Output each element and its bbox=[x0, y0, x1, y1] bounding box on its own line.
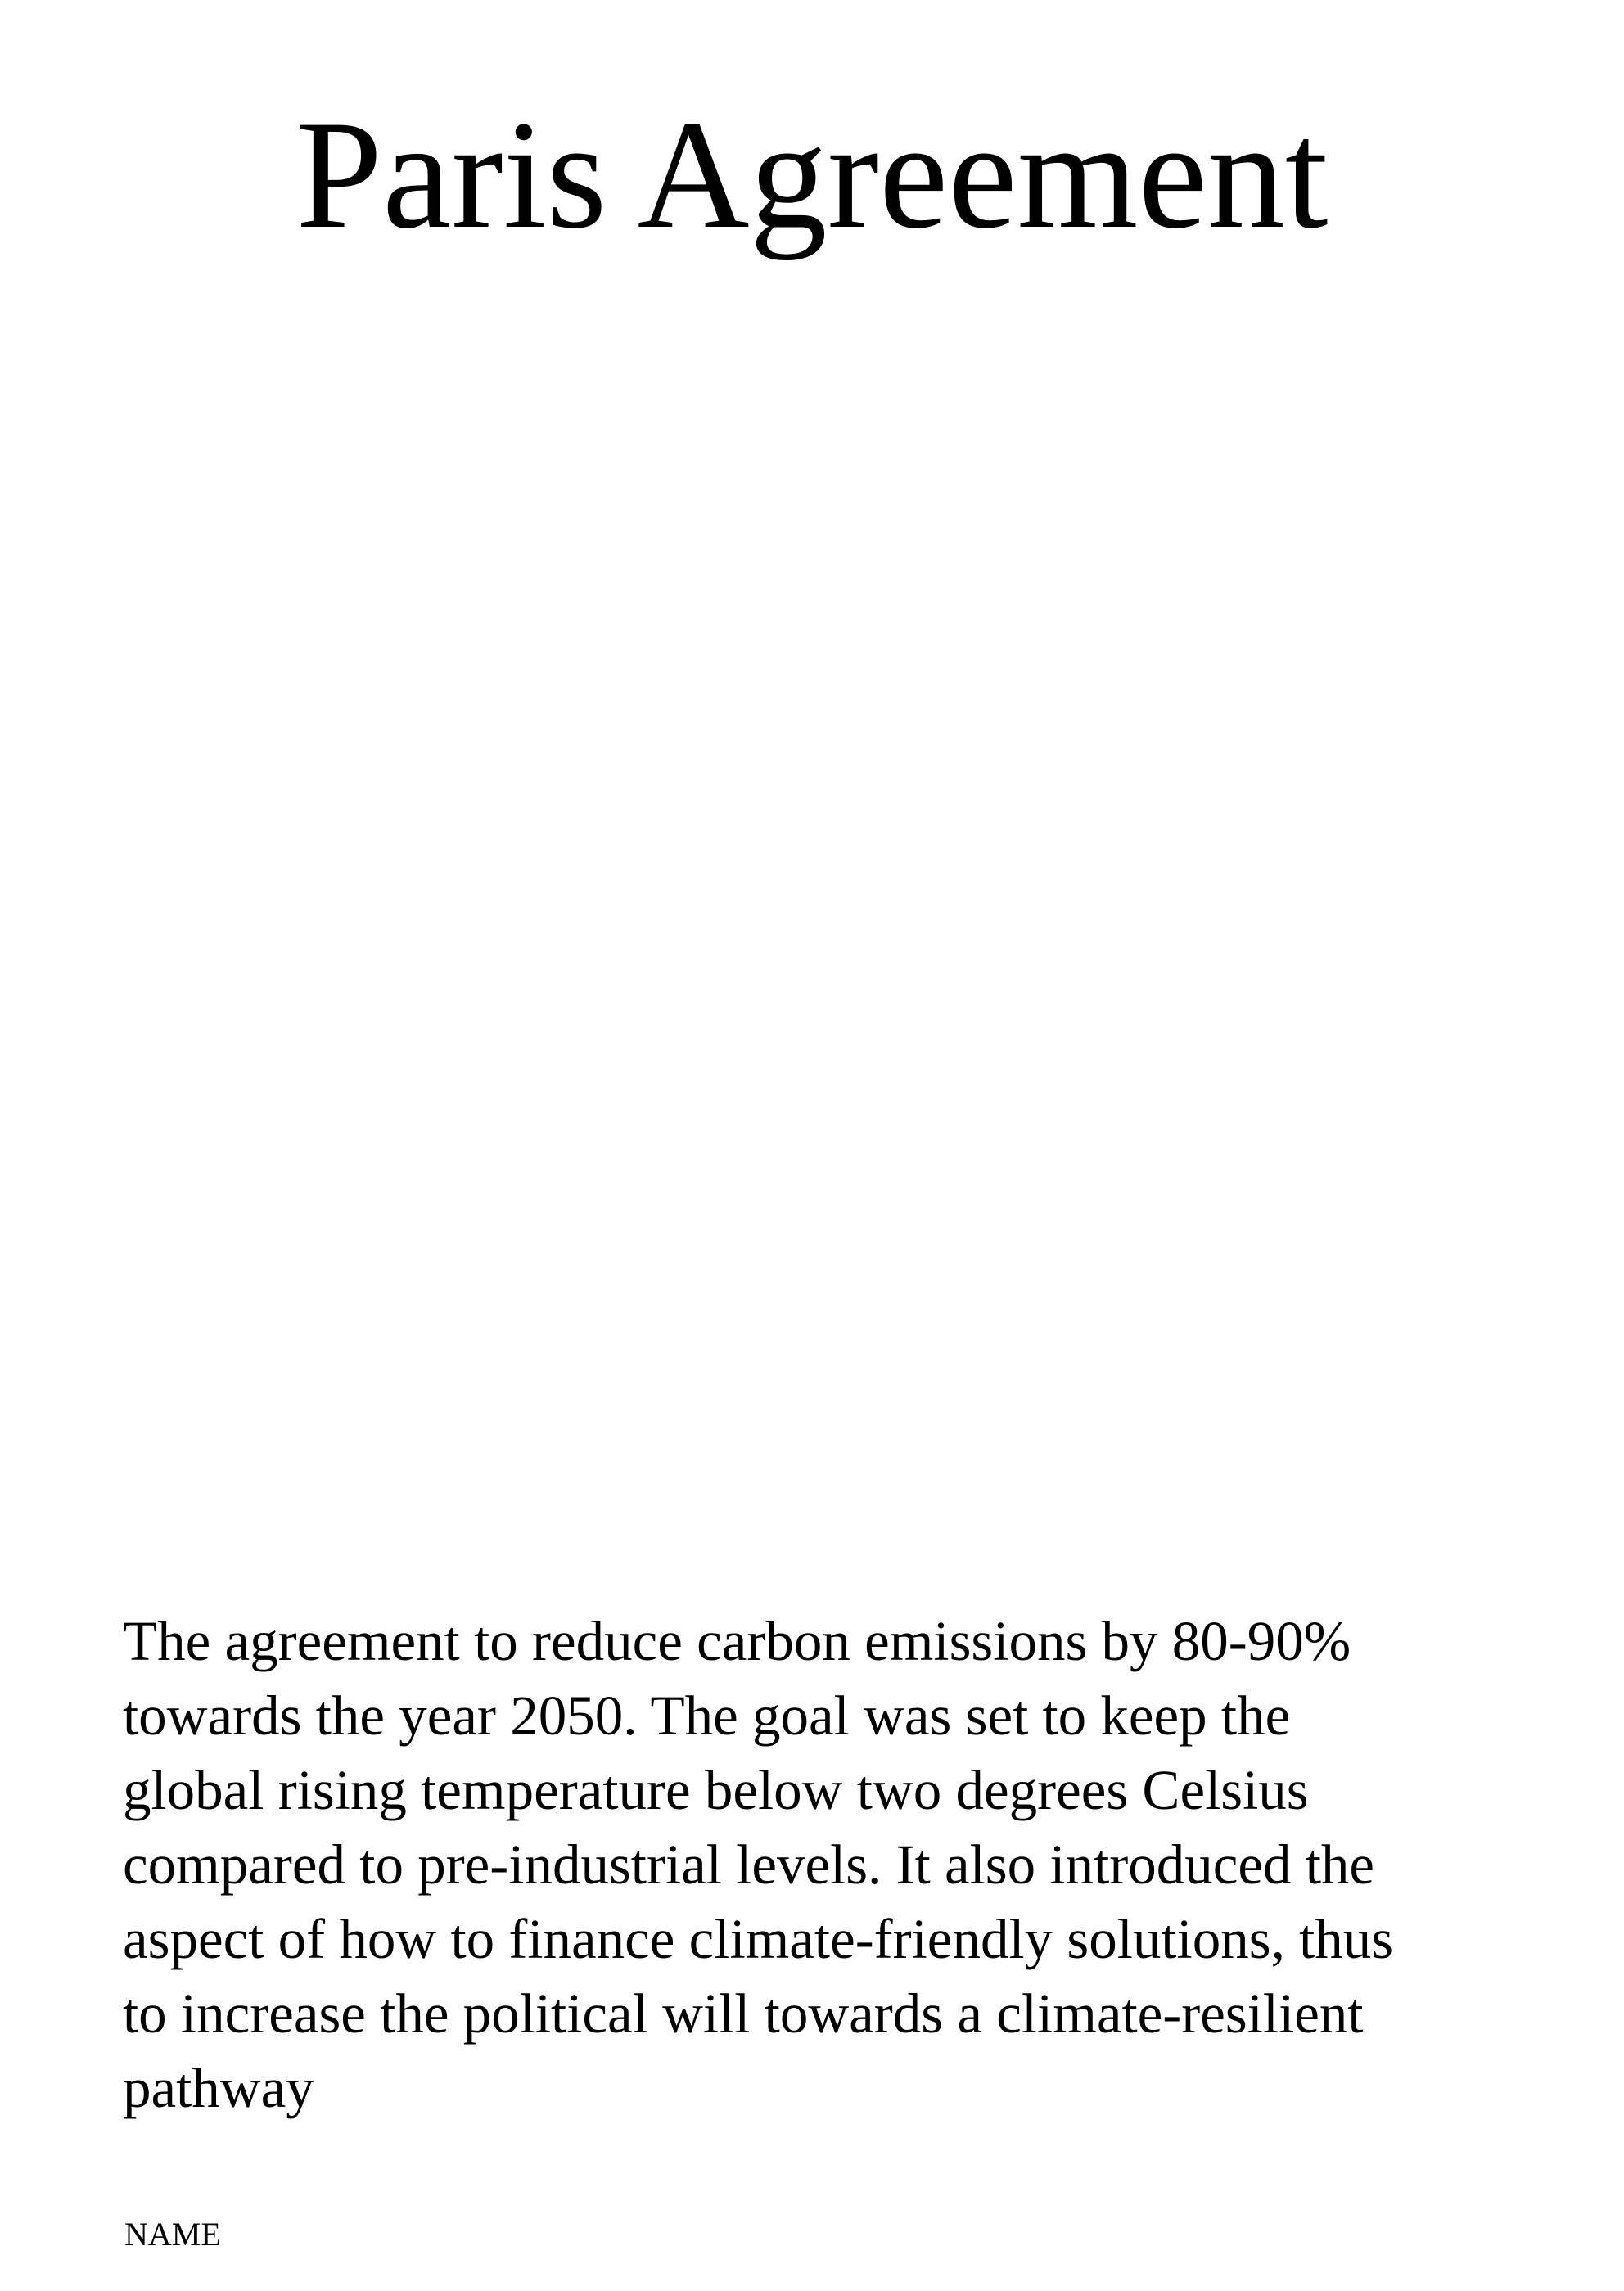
body-line: aspect of how to finance climate-friendly solutions, thus bbox=[123, 1908, 1394, 1970]
body-line: towards the year 2050. The goal was set to keep the bbox=[123, 1684, 1291, 1747]
body-line: The agreement to reduce carbon emissions by 80-90% bbox=[123, 1610, 1351, 1672]
footer-name-label: NAME bbox=[124, 2216, 221, 2253]
body-line: compared to pre-industrial levels. It also introduced the bbox=[123, 1833, 1375, 1896]
body-line: to increase the political will towards a climate-resilient bbox=[123, 1982, 1364, 2045]
body-paragraph bbox=[123, 1604, 1547, 2126]
body-line: global rising temperature below two degrees Celsius bbox=[123, 1759, 1309, 1821]
body-line: pathway bbox=[123, 2057, 314, 2119]
page-title: Paris Agreement bbox=[295, 89, 1329, 261]
